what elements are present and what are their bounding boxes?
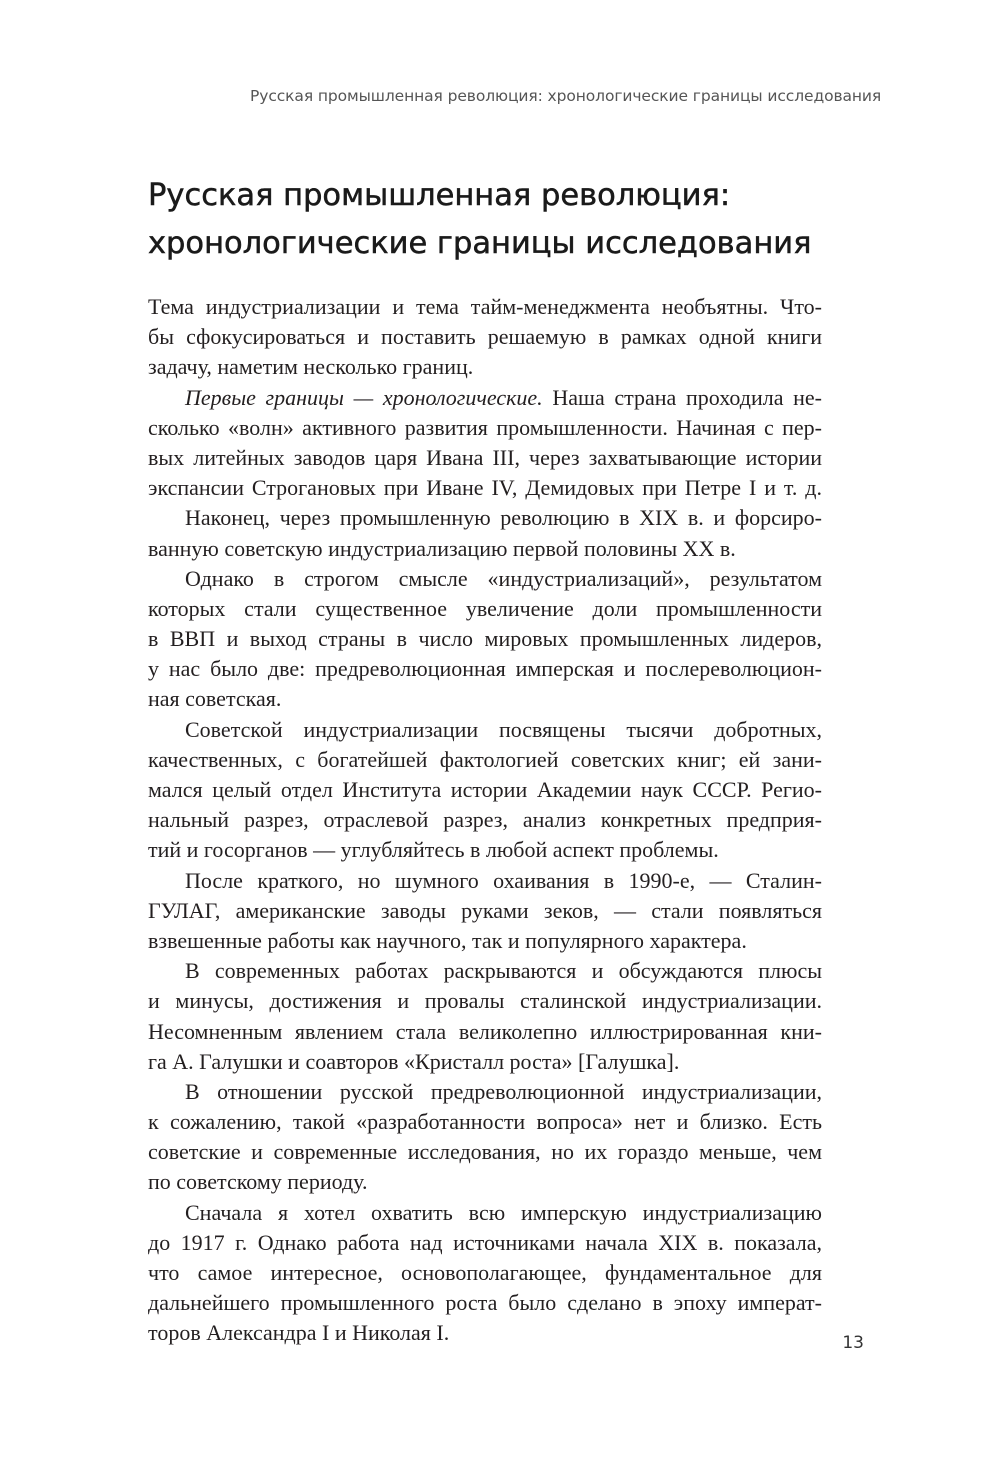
text-line: нальный разрез, отраслевой разрез, анализ конкретных предприя- [148,807,822,833]
page-number: 13 [842,1333,864,1353]
text-line: задачу, наметим несколько границ. [148,354,474,380]
text-line: га А. Галушки и соавторов «Кристалл роста» [Галушка]. [148,1048,680,1074]
text-line: ванную советскую индустриализацию первой половины XX в. [148,535,736,561]
text-line [148,383,822,413]
text-line: бы сфокусироваться и поставить решаемую в рамках одной книги [148,324,822,350]
text-fragment: Наша страна проходила не- [542,384,822,410]
text-line: Сначала я хотел охватить всю имперскую индустриализацию [185,1199,822,1225]
text-line: дальнейшего промышленного роста было сделано в эпоху императ- [148,1290,822,1316]
text-line: до 1917 г. Однако работа над источниками начала XIX в. показала, [148,1229,822,1255]
text-line: качественных, с богатейшей фактологией советских книг; ей зани- [148,746,822,772]
chapter-title-line: хронологические границы исследования [148,226,812,261]
text-line: В отношении русской предреволюционной индустриализации, [185,1078,822,1104]
text-line: и минусы, достижения и провалы сталинской индустриализации. [148,988,822,1014]
text-line: советские и современные исследования, но их гораздо меньше, чем [148,1139,822,1165]
chapter-title [148,172,868,268]
italic-phrase: Первые границы — хронологические. [185,384,543,410]
text-line: в ВВП и выход страны в число мировых промышленных лидеров, [148,626,822,652]
text-line: экспансии Строгановых при Иване IV, Демидовых при Петре I и т. д. [148,475,822,501]
text-line: ГУЛАГ, американские заводы руками зеков, — стали появляться [148,897,822,923]
text-line: Несомненным явлением стала великолепно иллюстрированная кни- [148,1018,822,1044]
text-line: вых литейных заводов царя Ивана III, через захватывающие истории [148,444,822,470]
text-line: торов Александра I и Николая I. [148,1320,450,1346]
text-line: После краткого, но шумного охаивания в 1990-е, — Сталин- [185,867,822,893]
body-text [148,292,822,1349]
text-line: Однако в строгом смысле «индустриализаций», результатом [185,565,822,591]
text-line: ная советская. [148,686,282,712]
text-line: В современных работах раскрываются и обсуждаются плюсы [185,958,822,984]
text-line: которых стали существенное увеличение доли промышленности [148,595,822,621]
chapter-title-line: Русская промышленная революция: [148,178,731,213]
text-line: Советской индустриализации посвящены тысячи добротных, [185,716,822,742]
text-line: по советскому периоду. [148,1169,368,1195]
text-line: к сожалению, такой «разработанности вопроса» нет и близко. Есть [148,1109,822,1135]
text-line: Наконец, через промышленную революцию в XIX в. и форсиро- [185,505,822,531]
text-line: тий и госорганов — углубляйтесь в любой аспект проблемы. [148,837,719,863]
text-line: Тема индустриализации и тема тайм-менеджмента необъятны. Что- [148,294,822,319]
text-line: сколько «волн» активного развития промышленности. Начиная с пер- [148,414,822,440]
text-line: взвешенные работы как научного, так и популярного характера. [148,927,747,953]
text-line: у нас было две: предреволюционная имперская и послереволюцион- [148,656,822,682]
text-line: мался целый отдел Института истории Академии наук СССР. Регио- [148,777,822,802]
running-head: Русская промышленная революция: хронологические границы исследования [250,87,882,105]
text-line: что самое интересное, основополагающее, фундаментальное для [148,1260,822,1285]
